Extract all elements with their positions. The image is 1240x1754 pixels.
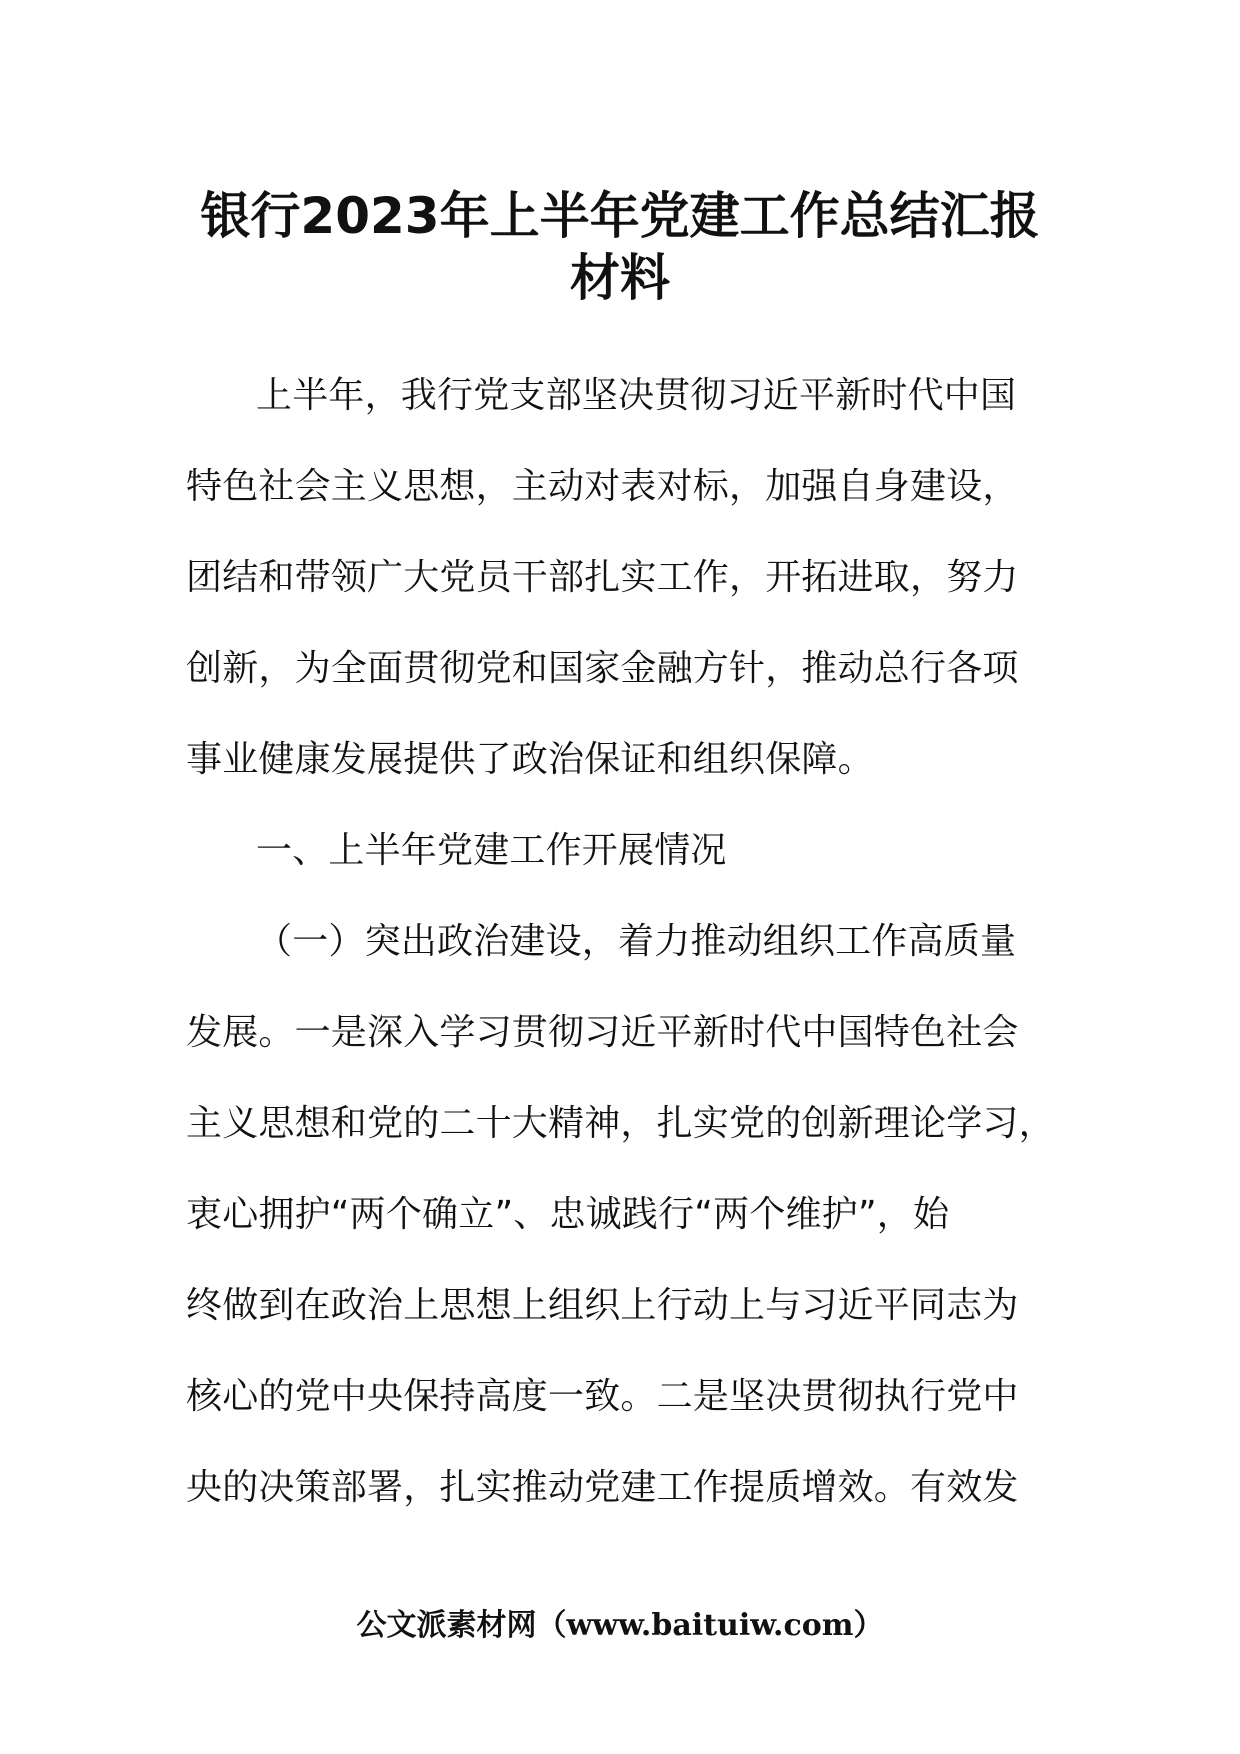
- subsection-heading-line: （一）突出政治建设，着力推动组织工作高质量: [256, 921, 1017, 962]
- document-title-line-2: 材料: [570, 249, 670, 307]
- paragraph-line: 终做到在政治上思想上组织上行动上与习近平同志为: [186, 1285, 1019, 1326]
- paragraph-line: 特色社会主义思想，主动对表对标，加强自身建设，: [186, 466, 1019, 507]
- paragraph-line: 创新，为全面贯彻党和国家金融方针，推动总行各项: [186, 648, 1019, 689]
- paragraph-line: 发展。一是深入学习贯彻习近平新时代中国特色社会: [186, 1012, 1019, 1053]
- paragraph-line: 央的决策部署，扎实推动党建工作提质增效。有效发: [186, 1467, 1019, 1508]
- document-title-line-1: 银行2023年上半年党建工作总结汇报: [200, 187, 1040, 245]
- paragraph-line: 上半年，我行党支部坚决贯彻习近平新时代中国: [256, 375, 1017, 416]
- paragraph-line: 衷心拥护“两个确立”、忠诚践行“两个维护”，始: [186, 1194, 950, 1235]
- section-heading: 一、上半年党建工作开展情况: [256, 830, 727, 871]
- paragraph-line: 核心的党中央保持高度一致。二是坚决贯彻执行党中: [186, 1376, 1019, 1417]
- paragraph-line: 主义思想和党的二十大精神，扎实党的创新理论学习，: [186, 1103, 1055, 1144]
- footer-source-text: 公文派素材网（www.baituiw.com）: [356, 1608, 884, 1643]
- paragraph-line: 团结和带领广大党员干部扎实工作，开拓进取，努力: [186, 557, 1019, 598]
- paragraph-line: 事业健康发展提供了政治保证和组织保障。: [186, 739, 874, 780]
